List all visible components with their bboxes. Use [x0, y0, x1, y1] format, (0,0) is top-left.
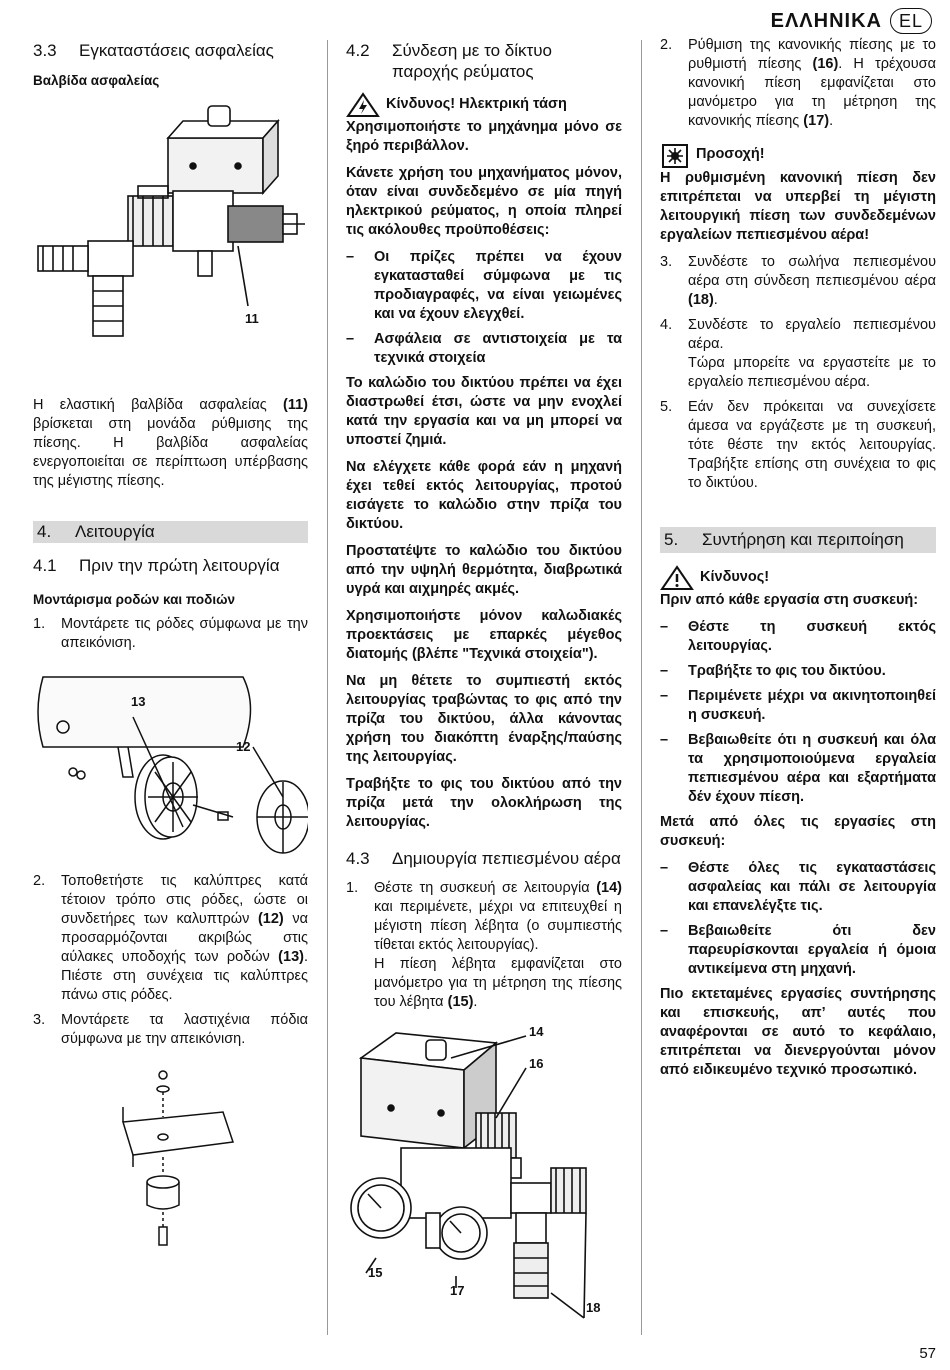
- column-2: [346, 40, 622, 1333]
- list-item: 5. Εάν δεν πρόκειται να συνεχίσετε άμεσα να εργάζεστε με τη συσκευή, τότε θέστε την εκτός λειτουργίας. Τραβήξτε επίσης στη συνέχεια το φις το δικτύου.: [660, 399, 936, 491]
- section-heading-3-3: 3.3 Εγκαταστάσεις ασφαλείας: [33, 41, 274, 60]
- paragraph: Να ελέγχετε κάθε φορά εάν η μηχανή έχει τεθεί εκτός λειτουργίας, προτού εισάγετε το καλώδιο στην πρίζα του δικτύου.: [346, 459, 622, 532]
- list-item: 3. Συνδέστε το σωλήνα πεπιεσμένου αέρα στη σύνδεση πεπιεσμένου αέρα (18).: [660, 254, 936, 308]
- bullet-item: – Ασφάλεια σε αντιστοιχεία με τα τεχνικά στοιχεία: [346, 331, 622, 366]
- caution-notice: Προσοχή!: [660, 143, 936, 169]
- list-item: 3. Μοντάρετε τα λαστιχένια πόδια σύμφωνα με την απεικόνιση.: [33, 1012, 308, 1047]
- list-item: 1. Θέστε τη συσκευή σε λειτουργία (14) και περιμένετε, μέχρι να επιτευχθεί η μέγιστη πίεση λέβητα (ο συμπιεστής τίθεται εκτός λειτουργίας). Η πίεση λέβητα εμφανίζεται στο μανόμετρο για τη μέτρηση της πίεσης του λέβητα (15).: [346, 880, 622, 1010]
- figure-callout-14: 14: [529, 1024, 544, 1039]
- danger-electrical-notice: Κίνδυνος! Ηλεκτρική τάση: [346, 92, 622, 118]
- figure-callout-18: 18: [586, 1300, 601, 1315]
- danger-text: Πριν από κάθε εργασία στη συσκευή:: [660, 592, 919, 608]
- list-item: 2. Τοποθετήστε τις καλύπτρες κατά τέτοιον τρόπο στις ρόδες, ώστε οι συνδετήρες των καλυπτρών (12) να προσαρμόζονται ακριβώς στις αύλακες υποδοχής των ροδών (13). Πιέστε στη συνέχεια τις καλύπτρες πάνω στις ρόδες.: [33, 873, 308, 1003]
- figure-callout-13: 13: [131, 694, 146, 709]
- caution-text: Η ρυθμισμένη κανονική πίεση δεν επιτρέπεται να υπερβεί τη μέγιστη λειτουργική πίεση των συνδεδεμένων εργαλείων πεπιεσμένου αέρα!: [660, 170, 936, 243]
- electrical-hazard-icon: [346, 92, 380, 118]
- bullet-item: – Περιμένετε μέχρι να ακινητοποιηθεί η συσκευή.: [660, 688, 936, 723]
- rubber-feet-drawing: [33, 1067, 308, 1252]
- subheading-safety-valve: Βαλβίδα ασφαλείας: [33, 73, 160, 88]
- figure-callout-15: 15: [368, 1265, 383, 1280]
- wheel-assembly-figure: [33, 667, 308, 872]
- bullet-item: – Θέστε όλες τις εγκαταστάσεις ασφαλείας και πάλι σε λειτουργία και επανελέγξτε τις.: [660, 860, 936, 914]
- page-number: 57: [919, 1345, 936, 1362]
- bullet-item: – Βεβαιωθείτε ότι δεν παρευρίσκονται εργαλεία ή όμοια αντικείμενα στη μηχανή.: [660, 923, 936, 977]
- pressure-unit-figure: [346, 1018, 622, 1333]
- paragraph: Προστατέψτε το καλώδιο του δικτύου από την υψηλή θερμότητα, διαβρωτικά υγρά και αιχμηρές ακμές.: [346, 543, 622, 597]
- bullet-item: – Θέστε τη συσκευή εκτός λειτουργίας.: [660, 619, 936, 654]
- paragraph: Τραβήξτε το φις του δικτύου από την πρίζα μετά την ολοκλήρωση της λειτουργίας.: [346, 776, 622, 830]
- language-name: ΕΛΛΗΝΙΚΑ: [770, 9, 882, 32]
- caution-icon: [660, 143, 690, 169]
- section-heading-5: 5. Συντήρηση και περιποίηση: [660, 527, 936, 553]
- bullet-item: – Οι πρίζες πρέπει να έχουν εγκατασταθεί σύμφωνα με τις προδιαγραφές, να είναι γειωμένες και να έχουν ελεγχθεί.: [346, 249, 622, 322]
- pressure-unit-drawing: [346, 1018, 622, 1333]
- language-header: [771, 8, 932, 34]
- danger-text: Χρησιμοποιήστε το μηχάνημα μόνο σε ξηρό περιβάλλον.: [346, 119, 622, 154]
- bullet-item: – Τραβήξτε το φις του δικτύου.: [660, 663, 886, 679]
- paragraph: Χρησιμοποιήστε μόνον καλωδιακές προεκτάσεις με επαρκές μέγεθος διατομής (βλέπε "Τεχνικά στοιχεία").: [346, 608, 622, 662]
- figure-callout-16: 16: [529, 1056, 544, 1071]
- danger-notice: Κίνδυνος!: [660, 565, 936, 591]
- section-heading-4: 4. Λειτουργία: [33, 521, 308, 543]
- subheading-wheels: Μοντάρισμα ροδών και ποδιών: [33, 592, 235, 607]
- column-divider: [641, 40, 642, 1335]
- list-item: 2. Ρύθμιση της κανονικής πίεσης με το ρυθμιστή πίεσης (16). Η τρέχουσα κανονική πίεση εμφανίζεται στο μανόμετρο για τη μέτρηση της κανονικής πίεσης (17).: [660, 37, 936, 129]
- list-item: 1. Μοντάρετε τις ρόδες σύμφωνα με την απεικόνιση.: [33, 616, 308, 651]
- wheel-assembly-drawing: [33, 667, 308, 867]
- column-3: [660, 37, 936, 1088]
- column-1: [33, 40, 308, 1252]
- column-divider: [327, 40, 328, 1335]
- list-item: 4. Συνδέστε το εργαλείο πεπιεσμένου αέρα. Τώρα μπορείτε να εργαστείτε με το εργαλείο πεπιεσμένου αέρα.: [660, 317, 936, 390]
- figure-callout-12: 12: [236, 739, 251, 754]
- warning-triangle-icon: [660, 565, 694, 591]
- figure-callout-11: 11: [245, 311, 259, 326]
- section-heading-4-2: 4.2 Σύνδεση με το δίκτυο παροχής ρεύματος: [346, 41, 552, 81]
- paragraph: Να μη θέτετε το συμπιεστή εκτός λειτουργίας τραβώντας το φις από την πρίζα του δικτύου, άλλα κάνοντας χρήση του διακόπτη έναρξης/παύσης της λειτουργίας.: [346, 673, 622, 765]
- paragraph: Πιο εκτεταμένες εργασίες συντήρησης και επισκευής, απ’ αυτές που αναφέρονται σε αυτό το κεφάλαιο, επιτρέπεται να διενεργούνται μόνον από ειδικευμένο τεχνικό προσωπικό.: [660, 986, 936, 1078]
- section-heading-4-1: 4.1 Πριν την πρώτη λειτουργία: [33, 556, 280, 575]
- paragraph: Κάνετε χρήση του μηχανήματος μόνον, όταν είναι συνδεδεμένο σε μία πηγή ηλεκτρικού ρεύματος, η οποία πληρεί τις ακόλουθες προϋποθέσεις:: [346, 165, 622, 238]
- section-heading-4-3: 4.3 Δημιουργία πεπιεσμένου αέρα: [346, 849, 621, 868]
- paragraph: Μετά από όλες τις εργασίες στη συσκευή:: [660, 814, 936, 849]
- safety-valve-figure: [33, 96, 308, 366]
- bullet-item: – Βεβαιωθείτε ότι η συσκευή και όλα τα χρησιμοποιούμενα εργαλεία πεπιεσμένου αέρα και εξαρτήματα δέν έχουν πίεση.: [660, 732, 936, 805]
- language-code-badge: EL: [890, 8, 932, 34]
- pressure-regulator-drawing: [33, 96, 308, 366]
- paragraph: Το καλώδιο του δικτύου πρέπει να έχει διαστρωθεί έτσι, ώστε να μην ενοχλεί κατά την εργασία και να μη μπορεί να υποστεί ζημιά.: [346, 375, 622, 448]
- rubber-feet-figure: [33, 1067, 308, 1252]
- figure-callout-17: 17: [450, 1283, 465, 1298]
- safety-valve-description: Η ελαστική βαλβίδα ασφαλείας (11) βρίσκεται στη μονάδα ρύθμισης της πίεσης. Η βαλβίδα ασφαλείας ενεργοποιείται σε περίπτωση υπέρβασης της μέγιστης πίεσης.: [33, 397, 308, 489]
